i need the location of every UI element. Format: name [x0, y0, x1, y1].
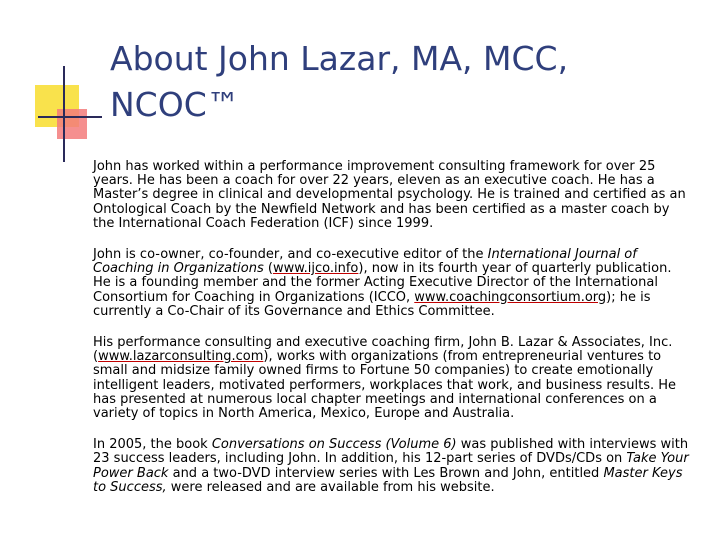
book-title: Conversations on Success (Volume 6) [211, 437, 457, 453]
paragraph-publications: In 2005, the book Conversations on Success (Volume 6) was published with interviews with 23 success leaders, including John. In addition, his 12-part series of DVDs/CDs on Take Your Power Back and a two-DVD interview series with Les Brown and John, entitled Master Keys to Success, were released and are available from his website. [93, 437, 689, 495]
paragraph-experience: John has worked within a performance improvement consulting framework for over 25 years. He has been a coach for over 22 years, eleven as an executive coach. He has a Master’s degree in clinical and developmental psychology. He is trained and certified as an Ontological Coach by the Newfield Network and has been certified as a master coach by the International Coach Federation (ICF) since 1999. [93, 159, 686, 231]
coaching-consortium-link[interactable]: www.coachingconsortium.org [414, 289, 607, 305]
lazar-consulting-link[interactable]: www.lazarconsulting.com [98, 349, 264, 365]
slide-body [93, 160, 693, 512]
paragraph-firm: His performance consulting and executive coaching firm, John B. Lazar & Associates, Inc. (www.lazarconsulting.com), works with organizations (from entrepreneurial ventures to small and midsize family owned firms to Fortune 50 companies) to create emotionally intelligent leaders, motivated performers, workplaces that work, and business results. He has presented at numerous local chapter meetings and international conferences on a variety of topics in North America, Mexico, Europe and Australia. [93, 335, 677, 422]
series-title-master-keys: Master Keys to Success, [93, 465, 683, 495]
slide-title: About John Lazar, MA, MCC, NCOC™ [110, 39, 569, 124]
paragraph-journal: John is co-owner, co-founder, and co-executive editor of the International Journal of Coaching in Organizations (www.ijco.info), now in its fourth year of quarterly publication. He is a founding member and the former Acting Executive Director of the International Consortium for Coaching in Organizations (ICCO, www.coachingconsortium.org); he is currently a Co-Chair of its Governance and Ethics Committee. [93, 247, 672, 319]
decorative-vertical-line [63, 66, 65, 162]
decorative-red-square [57, 109, 87, 139]
ijco-link[interactable]: www.ijco.info [272, 261, 359, 277]
series-title-power: Take Your Power Back [93, 451, 689, 481]
decorative-horizontal-line [38, 116, 102, 118]
journal-title: International Journal of Coaching in Organizations [93, 247, 637, 277]
